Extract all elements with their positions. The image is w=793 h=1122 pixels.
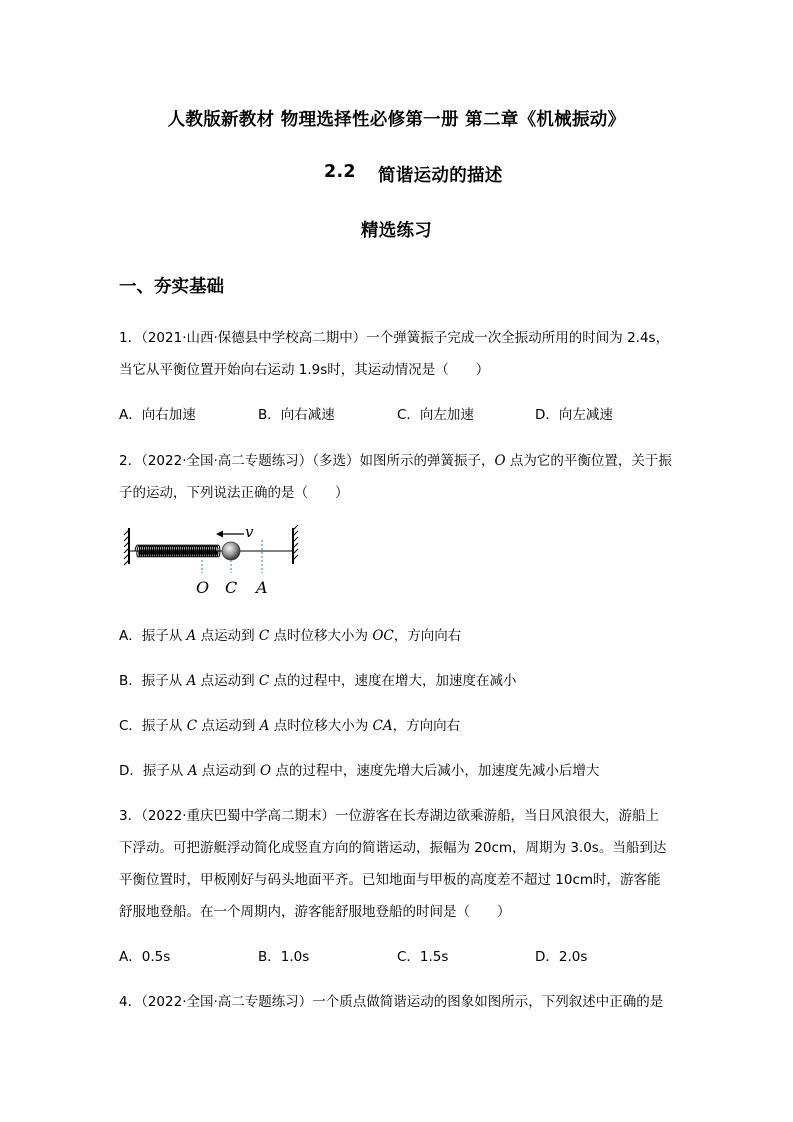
label-a: A bbox=[256, 578, 268, 597]
oscillator-ball bbox=[222, 542, 240, 560]
q2-option-a: A．振子从 A 点运动到 C 点时位移大小为 OC，方向向右 bbox=[119, 628, 462, 644]
label-c: C bbox=[225, 578, 238, 597]
q2-stem-line1: 2．（2022·全国·高二专题练习）（多选）如图所示的弹簧振子，O 点为它的平衡位置，关于振 bbox=[119, 453, 672, 469]
q3-option-d: D．2.0s bbox=[535, 949, 588, 965]
q1-option-d: D．向左减速 bbox=[535, 407, 613, 423]
q3-option-a: A．0.5s bbox=[119, 949, 171, 965]
left-wall bbox=[124, 528, 129, 565]
label-o: O bbox=[196, 578, 210, 597]
q3-stem-line3: 平衡位置时，甲板刚好与码头地面平齐。已知地面与甲板的高度差不超过 10cm时，游客能 bbox=[119, 872, 661, 888]
spring bbox=[129, 545, 223, 557]
q1-stem-line2: 当它从平衡位置开始向右运动 1.9s时，其运动情况是（ ） bbox=[119, 362, 490, 378]
q3-stem-line1: 3．（2022·重庆巴蜀中学高二期末）一位游客在长寿湖边欲乘游船，当日风浪很大，游船上 bbox=[119, 808, 659, 824]
section-title: 简谐运动的描述 bbox=[378, 166, 503, 186]
velocity-label: v bbox=[245, 523, 254, 541]
q3-stem-line4: 舒服地登船。在一个周期内，游客能舒服地登船的时间是（ ） bbox=[119, 904, 511, 920]
q3-option-b: B．1.0s bbox=[258, 949, 310, 965]
q2-option-b: B．振子从 A 点运动到 C 点的过程中，速度在增大，加速度在减小 bbox=[119, 673, 517, 689]
part-heading: 一、夯实基础 bbox=[119, 277, 224, 297]
right-wall bbox=[293, 525, 298, 564]
q3-option-c: C．1.5s bbox=[397, 949, 449, 965]
q3-stem-line2: 下浮动。可把游艇浮动简化成竖直方向的简谐运动，振幅为 20cm，周期为 3.0s。当船到达 bbox=[119, 840, 667, 856]
document-title: 人教版新教材 物理选择性必修第一册 第二章《机械振动》 bbox=[167, 110, 626, 130]
q1-stem-line1: 1．（2021·山西·保德县中学校高二期中）一个弹簧振子完成一次全振动所用的时间为 2.4s， bbox=[119, 330, 670, 346]
q1-option-c: C．向左加速 bbox=[397, 407, 474, 423]
q2-option-d: D．振子从 A 点运动到 O 点的过程中，速度先增大后减小，加速度先减小后增大 bbox=[119, 763, 600, 779]
section-number: 2.2 bbox=[324, 162, 356, 182]
q2-stem-line2: 子的运动，下列说法正确的是（ ） bbox=[119, 485, 349, 501]
q1-option-a: A．向右加速 bbox=[119, 407, 196, 423]
q1-option-b: B．向右减速 bbox=[258, 407, 335, 423]
velocity-arrow bbox=[216, 531, 244, 538]
q2-option-c: C．振子从 C 点运动到 A 点时位移大小为 CA，方向向右 bbox=[119, 718, 461, 734]
document-subtitle: 精选练习 bbox=[360, 221, 433, 241]
q4-stem-line1: 4．（2022·全国·高二专题练习）一个质点做简谐运动的图象如图所示，下列叙述中正确的是 bbox=[119, 994, 664, 1010]
spring-oscillator-figure bbox=[119, 520, 319, 600]
